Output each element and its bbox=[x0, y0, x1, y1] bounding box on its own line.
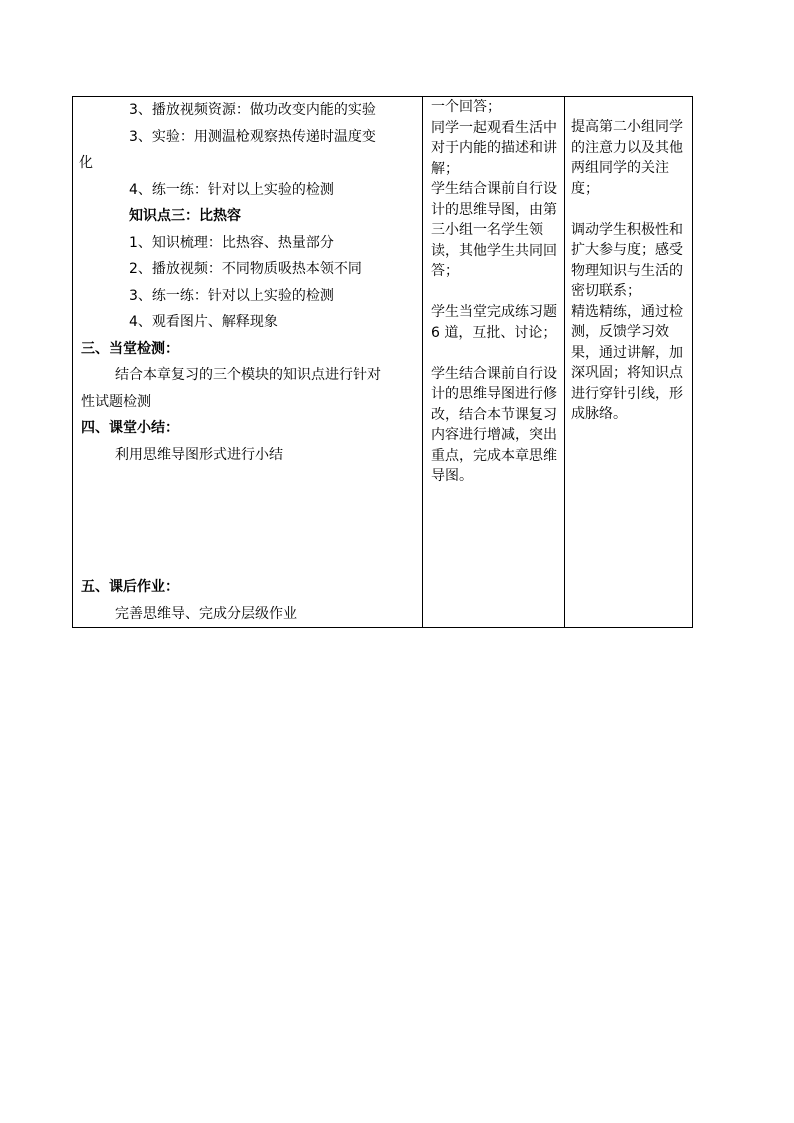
student-activity-text: 同学一起观看生活中对于内能的描述和讲解； bbox=[431, 119, 557, 177]
section-text: 性试题检测 bbox=[81, 393, 151, 410]
student-activity-cell bbox=[423, 97, 565, 628]
design-intent-text: 精选精练，通过检测，反馈学习效果，通过讲解，加深巩固；将知识点进行穿针引线，形成脉络。 bbox=[571, 303, 683, 422]
process-line: 3、练一练：针对以上实验的检测 bbox=[129, 287, 334, 304]
section-heading: 四、课堂小结： bbox=[81, 420, 179, 436]
section-text: 完善思维导、完成分层级作业 bbox=[115, 605, 297, 622]
process-line: 2、播放视频：不同物质吸热本领不同 bbox=[129, 261, 362, 277]
lesson-plan-table bbox=[72, 96, 693, 628]
process-line: 4、练一练：针对以上实验的检测 bbox=[129, 181, 334, 198]
process-line: 化 bbox=[79, 155, 93, 171]
student-activity-text: 学生结合课前自行设计的思维导图进行修改，结合本节课复习内容进行增减，突出重点，完成本章思维导图。 bbox=[431, 365, 557, 484]
teaching-process-cell bbox=[73, 97, 423, 628]
student-activity-text: 一个回答； bbox=[431, 99, 501, 115]
knowledge-point-heading: 知识点三：比热容 bbox=[129, 208, 241, 224]
table-row bbox=[73, 97, 693, 628]
design-intent-text: 调动学生积极性和扩大参与度；感受物理知识与生活的密切联系； bbox=[571, 221, 683, 299]
process-line: 4、观看图片、解释现象 bbox=[129, 314, 278, 330]
process-line: 3、实验：用测温枪观察热传递时温度变 bbox=[129, 128, 376, 145]
process-line: 1、知识梳理：比热容、热量部分 bbox=[129, 234, 334, 251]
design-intent-cell bbox=[565, 97, 693, 628]
student-activity-text: 学生结合课前自行设计的思维导图，由第三小组一名学生领读，其他学生共同回答； bbox=[431, 181, 557, 279]
design-intent-text: 提高第二小组同学的注意力以及其他两组同学的关注度； bbox=[571, 119, 683, 197]
section-heading: 三、当堂检测： bbox=[81, 340, 179, 357]
section-text: 利用思维导图形式进行小结 bbox=[115, 446, 283, 463]
section-text: 结合本章复习的三个模块的知识点进行针对 bbox=[115, 367, 381, 383]
student-activity-text: 学生当堂完成练习题 6 道，互批、讨论； bbox=[431, 304, 557, 341]
section-heading: 五、课后作业： bbox=[81, 579, 179, 595]
process-line: 3、播放视频资源：做功改变内能的实验 bbox=[129, 102, 376, 118]
